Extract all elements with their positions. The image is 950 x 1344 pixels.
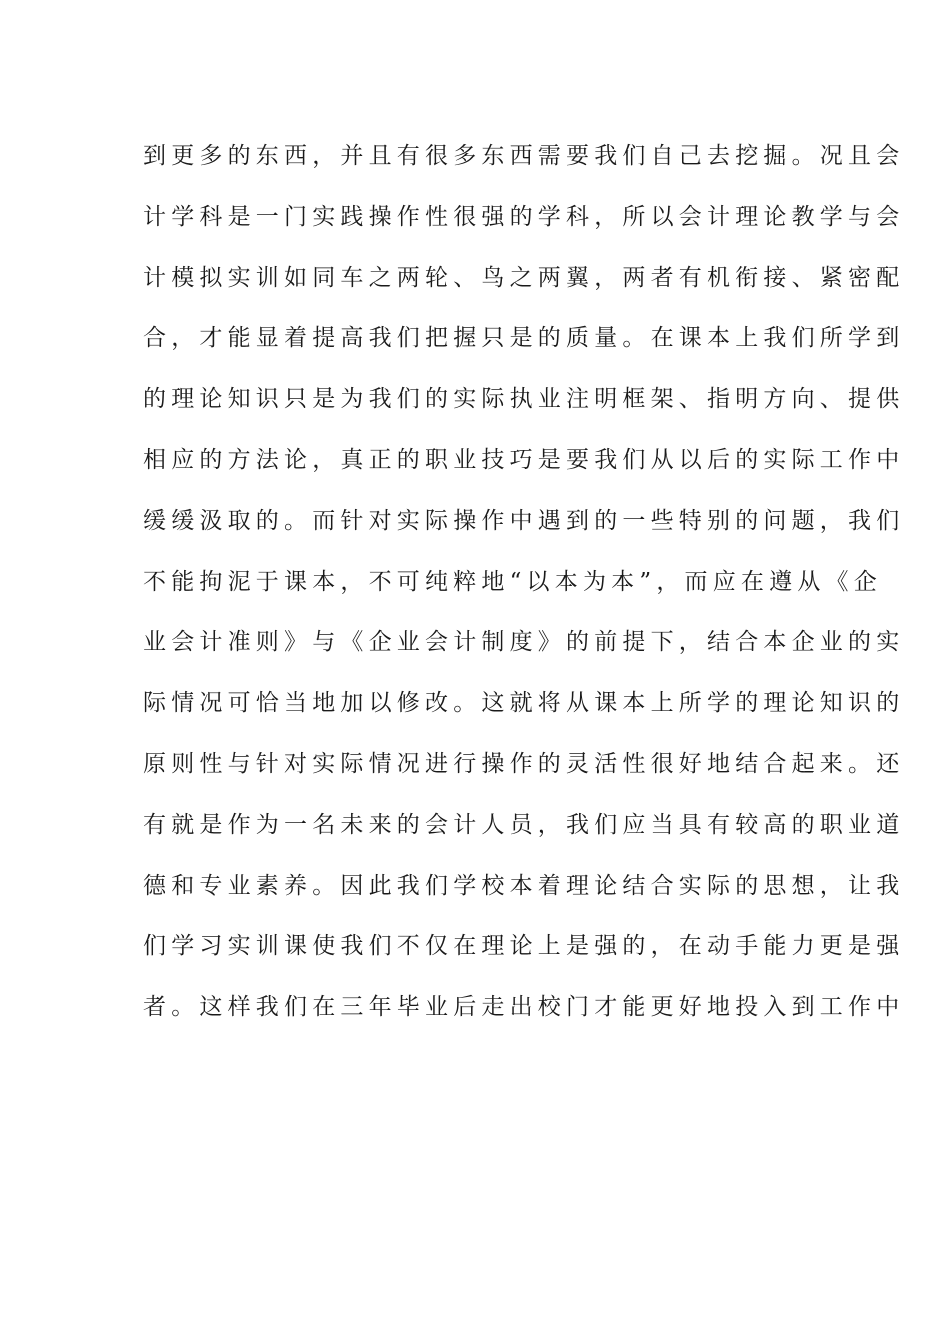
text-line: 者。这样我们在三年毕业后走出校门才能更好地投入到工作中 (143, 994, 905, 1021)
text-line: 缓缓汲取的。而针对实际操作中遇到的一些特别的问题，我们 (143, 507, 905, 534)
text-line: 的理论知识只是为我们的实际执业注明框架、指明方向、提供 (143, 386, 905, 413)
text-line: 不能拘泥于课本，不可纯粹地“以本为本”，而应在遵从《企 (143, 568, 882, 595)
text-line: 有就是作为一名未来的会计人员，我们应当具有较高的职业道 (143, 811, 905, 838)
text-line: 们学习实训课使我们不仅在理论上是强的，在动手能力更是强 (143, 933, 905, 960)
text-line: 德和专业素养。因此我们学校本着理论结合实际的思想，让我 (143, 872, 905, 899)
text-line: 际情况可恰当地加以修改。这就将从课本上所学的理论知识的 (143, 690, 905, 717)
body-text (143, 133, 905, 1045)
text-line: 业会计准则》与《企业会计制度》的前提下，结合本企业的实 (143, 629, 905, 656)
text-line: 原则性与针对实际情况进行操作的灵活性很好地结合起来。还 (143, 750, 905, 777)
text-line: 计学科是一门实践操作性很强的学科，所以会计理论教学与会 (143, 203, 905, 230)
text-line: 到更多的东西，并且有很多东西需要我们自己去挖掘。况且会 (143, 143, 905, 169)
text-line: 计模拟实训如同车之两轮、鸟之两翼，两者有机衔接、紧密配 (143, 264, 905, 291)
text-line: 合，才能显着提高我们把握只是的质量。在课本上我们所学到 (143, 325, 905, 352)
text-line: 相应的方法论，真正的职业技巧是要我们从以后的实际工作中 (143, 446, 905, 473)
